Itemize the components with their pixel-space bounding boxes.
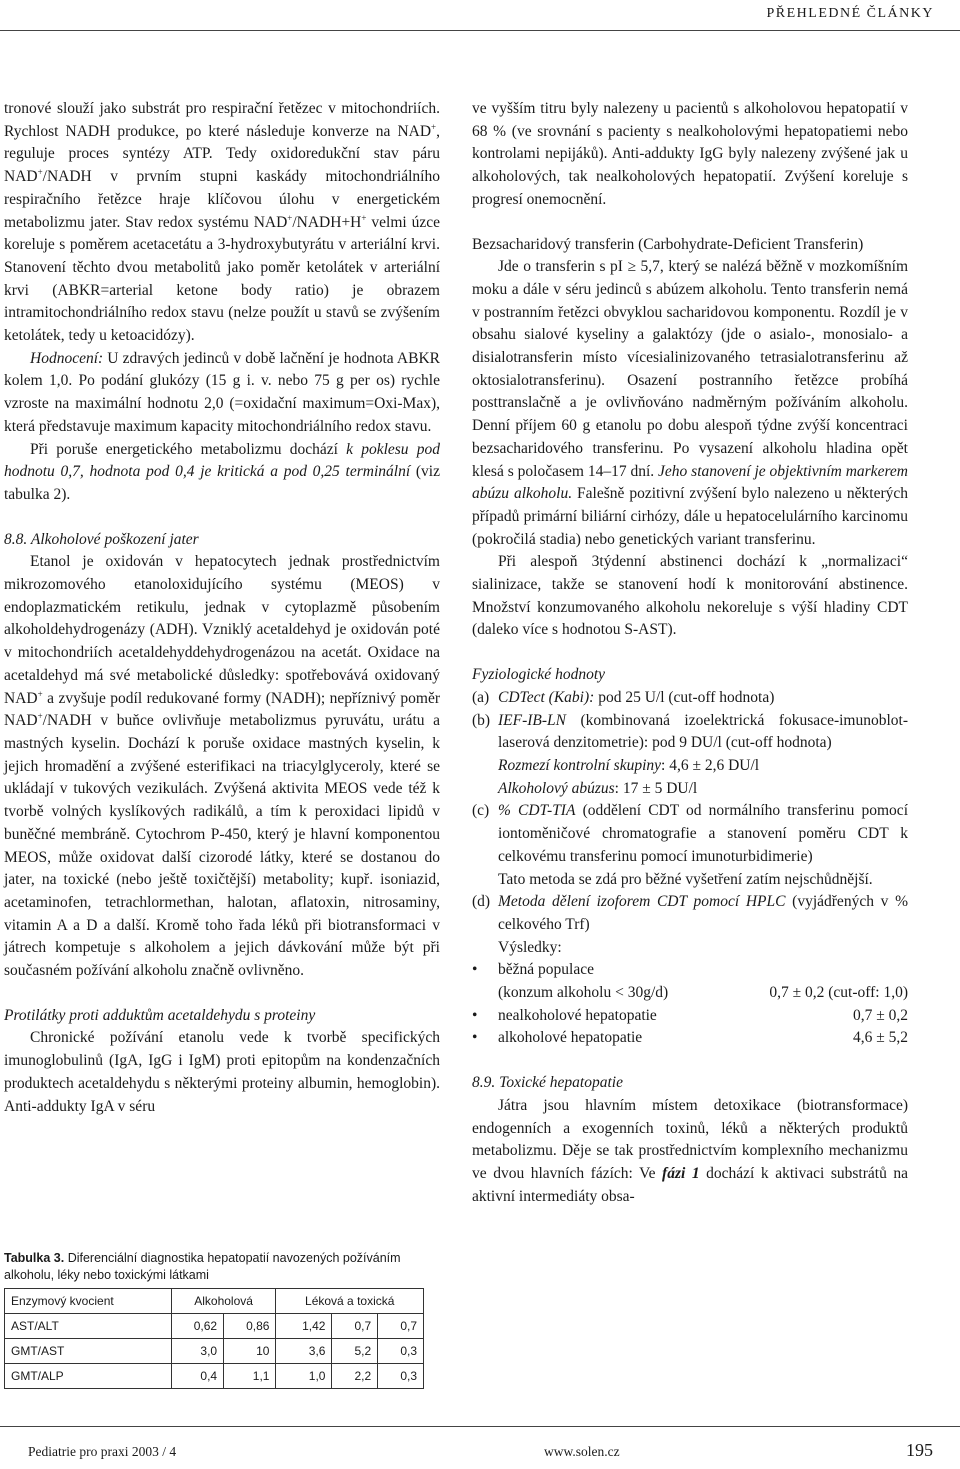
paragraph-evaluation: Hodnocení: U zdravých jedinců v době lačnění je hodnota ABKR kolem 1,0. Po podání glukózy (15 g i. v. nebo 75 g per os) rychle vzroste na maximální hodnotu 2,0 (=oxidační maximum=Oxi-Max), která představuje maximum kapacity mitochondriálního redox stavu.: [4, 349, 440, 435]
results-label: Výsledky:: [498, 938, 562, 956]
right-column: ve vyšším titru byly nalezeny u pacientů s alkoholovou hepatopatií v 68 % (ve srovnání s pacienty s nealkoholovými hepatopatiemi nebo kontrolami nepijáků). Anti-addukty IgG byly nalezeny zvýšené jak u alkoholových, tak nealkoholových hepatopatií. Zvýšení koreluje s progresí onemocnění. Bezsacharidový transferin (Carbohydrate-Deficient Transferin) Jde o transferin s pI ≥ 5,7, který se nalézá běžně v mozkomíšním moku a dále v séru jedinců s abúzem alkoholu. Tento transferin nemá v postranním řetězci obvyklou sacharidovou komponentu. Rozdíl je v obsahu sialové kyseliny a galaktózy (jde o asialo-, monosialo- a disialotransferin místo vícesialinizovaného tetrasialotransferinu až oktosialotransferinu). Osazení postranního řetězce probíhá posttranslačně a je ovlivňováno nadměrným požíváním alkoholu. Denní příjem 60 g etanolu po dobu alespoň týdne zvýší koncentraci bezsacharidového transferinu. Po vysazení alkoholu hladina opět klesá s poločasem 14–17 dní. Jeho stanovení je objektivním markerem abúzu alkoholu. Falešně pozitivní zvýšení bylo nalezeno u některých případů primární biliární cirhózy, dále u hepatocelulárního karcinomu (pokročilá stadia) nebo genetických variant transferinu. Při alespoň 3týdenní abstinenci dochází k „normalizaci“ sialinizace, takže se stanovení hodí k monitorování abstinence. Množství konzumovaného alkoholu nekoreluje s výší hladiny CDT (daleko více s hodnotou S-AST). Fyziologické hodnoty (a) CDTect (Kabi): pod 25 U/l (cut-off hodnota) (b) IEF-IB-LN (kombinovaná izoelektrická fokusace-imunoblot-laserová denzitometrie): pod 9 DU/l (cut-off hodnota) Rozmezí kontrolní skupiny: 4,6 ± 2,6 DU/l Alkoholový abúzus: 17 ± 5 DU/l (c) % CDT-TIA (oddělení CDT od normálního transferinu pomocí iontoměničové chromatografie a stanovení poměru CDT k celkovému transferinu pomocí imunoturbidimerie) Tato metoda se zdá pro běžné vyšetření zatím nejschůdnější. (d) Metoda dělení izoforem CDT pomocí HPLC (vyjádřených v % celkového Trf) Výsledky: • běžná populace (konzum alkoholu < 30g/d) 0,7 ± 0,2 (cut-off: 1,0) • nealkoholové hepatopatie 0,7 ± 0,2 • alkoholové hepatopatie 4,6 ± 5,2 8.9. Toxické hepatopatie Játra jsou hlavním místem detoxikace (biotransformace) endogenních a exogenních toxinů, léků a některých produktů metabolizmu. Děje se tak prostřednictvím komplexního mechanizmu ve dvou hlavních fázích: Ve fázi 1 dochází k aktivaci substrátů na aktivní intermediáty obsa-: [472, 98, 908, 1208]
table-header: Enzymový kvocient: [5, 1289, 172, 1314]
page-number: 195: [906, 1440, 933, 1460]
paragraph-adducts-cont: ve vyšším titru byly nalezeny u pacientů s alkoholovou hepatopatií v 68 % (ve srovnání s pacienty s nealkoholovými hepatopatiemi nebo kontrolami nepijáků). Anti-addukty IgG byly nalezeny zvýšené jak u alkoholových, tak nealkoholových hepatopatií. Zvýšení koreluje s progresí onemocnění.: [472, 100, 908, 208]
section-8-8-title: 8.8. Alkoholové poškození jater: [4, 530, 199, 548]
paragraph-antibodies: Chronické požívání etanolu vede k tvorbě specifických imunoglobulinů (IgA, IgG i IgM) proti epitopům na kondenzačních produktech acetaldehydu s některými proteiny albumin, hemoglobin). Anti-addukty IgA v séru: [4, 1029, 440, 1115]
table-row: AST/ALT 0,62 0,86 1,42 0,7 0,7: [5, 1314, 424, 1339]
antibodies-title: Protilátky proti adduktům acetaldehydu s proteiny: [4, 1006, 316, 1024]
list-item-a: (a) CDTect (Kabi): pod 25 U/l (cut-off hodnota): [472, 688, 775, 706]
table-row: GMT/ALP 0,4 1,1 1,0 2,2 0,3: [5, 1364, 424, 1389]
website-link[interactable]: www.solen.cz: [544, 1444, 620, 1459]
list-item-c: (c) % CDT-TIA (oddělení CDT od normálního transferinu pomocí iontoměničové chromatografie a stanovení poměru CDT k celkovému transferinu pomocí imunoturbidimerie): [472, 802, 908, 865]
bullet-nonalcoholic: • nealkoholové hepatopatie 0,7 ± 0,2: [472, 1006, 908, 1024]
list-item-d: (d) Metoda dělení izoforem CDT pomocí HPLC (vyjádřených v % celkového Trf): [472, 893, 908, 933]
footer-divider: [0, 1426, 960, 1427]
list-item-b: (b) IEF-IB-LN (kombinovaná izoelektrická fokusace-imunoblot-laserová denzitometrie): pod 9 DU/l (cut-off hodnota): [472, 711, 908, 752]
table-caption: Tabulka 3. Diferenciální diagnostika hepatopatií navozených požíváním alkoholu, léky nebo toxickými látkami: [4, 1251, 401, 1282]
journal-name: Pediatrie pro praxi 2003 / 4: [28, 1444, 177, 1459]
table-header: Alkoholová: [171, 1289, 276, 1314]
section-8-9-title: 8.9. Toxické hepatopatie: [472, 1074, 623, 1092]
bullet-general-population: • běžná populace: [472, 961, 594, 979]
cdt-title: Bezsacharidový transferin (Carbohydrate-Deficient Transferin): [472, 235, 864, 253]
section-header: PŘEHLEDNÉ ČLÁNKY: [766, 6, 934, 21]
physiological-values-title: Fyziologické hodnoty: [472, 666, 605, 684]
alcohol-abuse-value: Alkoholový abúzus: 17 ± 5 DU/l: [498, 779, 698, 797]
bullet-alcoholic: • alkoholové hepatopatie 4,6 ± 5,2: [472, 1029, 908, 1047]
table-header-row: [5, 1289, 424, 1314]
paragraph-cdt: Jde o transferin s pI ≥ 5,7, který se nalézá běžně v mozkomíšním moku a dále v séru jedinců s abúzem alkoholu. Tento transferin nemá v postranním řetězci obvyklou sacharidovou komponentu. Rozdíl je v obsahu sialové kyseliny a galaktózy (jde o asialo-, monosialo- a disialotransferin místo vícesialinizovaného tetrasialotransferinu až oktosialotransferinu). Osazení postranního řetězce probíhá posttranslačně a je ovlivňováno nadměrným požíváním alkoholu. Denní příjem 60 g etanolu po dobu alespoň týdne zvýší koncentraci bezsacharidového transferinu. Po vysazení alkoholu hladina opět klesá s poločasem 14–17 dní. Jeho stanovení je objektivním markerem abúzu alkoholu. Falešně pozitivní zvýšení bylo nalezeno u některých případů primární biliární cirhózy, dále u hepatocelulárního karcinomu (pokročilá stadia) nebo genetických variant transferinu.: [472, 258, 908, 548]
paragraph-toxic: Játra jsou hlavním místem detoxikace (biotransformace) endogenních a exogenních toxinů, léků a některých produktů metabolizmu. Děje se tak prostřednictvím komplexního mechanizmu ve dvou hlavních fázích: Ve fázi 1 dochází k aktivaci substrátů na aktivní intermediáty obsa-: [472, 1096, 909, 1205]
left-column: [4, 98, 440, 1118]
header-divider: [0, 30, 960, 31]
table-header: Léková a toxická: [276, 1289, 424, 1314]
table-row: GMT/AST 3,0 10 3,6 5,2 0,3: [5, 1339, 424, 1364]
paragraph-redox: tronové slouží jako substrát pro respirační řetězec v mitochondriích. Rychlost NADH produkce, po které následuje konverze na NAD+, reguluje proces syntézy ATP. Tedy oxidoredukční stav páru NAD+/NADH v prvním stupni kaskády mitochondriálního respiračního řetězce hraje klíčovou úlohu v energetickém metabolizmu jater. Stav redox systému NAD+/NADH+H+ velmi úzce koreluje s poměrem acetacetátu a 3-hydroxybutyrátu v arteriální krvi. Stanovení těchto dvou metabolitů jako poměr ketolátek v arteriální krvi (ABKR=arterial ketone body ratio) je obrazem intramitochondriálního redox stavu (nelze použít u stavů se zvýšením ketolátek, tedy u ketoacidózy).: [4, 100, 440, 345]
paragraph-disorder: Při poruše energetického metabolizmu dochází k poklesu pod hodnotu 0,7, hodnota pod 0,4 je kritická a pod 0,25 terminální (viz tabulka 2).: [4, 440, 441, 503]
method-note: Tato metoda se zdá pro běžné vyšetření zatím nejschůdnější.: [498, 870, 873, 888]
diagnostic-table: [4, 1288, 424, 1389]
paragraph-abstinence: Při alespoň 3týdenní abstinenci dochází k „normalizaci“ sialinizace, takže se stanovení hodí k monitorování abstinence. Množství konzumovaného alkoholu nekoreluje s výší hladiny CDT (daleko více s hodnotou S-AST).: [472, 553, 908, 639]
paragraph-alcohol-damage: Etanol je oxidován v hepatocytech jednak prostřednictvím mikrozomového etanoloxidujícího systému (MEOS) v endoplazmatickém retikulu, jednak v cytoplazmě působením alkoholdehydrogenázy (ADH). Vzniklý acetaldehyd je oxidován poté v mitochondriích acetaldehyddehydrogenázou na acetát. Oxidace na acetaldehyd má své metabolické důsledky: spotřebovává oxidovaný NAD+ a zvyšuje podíl redukované formy (NADH); nepříznivý poměr NAD+/NADH v buňce ovlivňuje metabolizmus pyruvátu, urátu a mastných kyselin. Dochází k poruše oxidace mastných kyselin, k jejich hromadění a zvýšené esterifikaci na triacylglyceroly, které se ukládají v tukových vezikulách. Zvýšená aktivita MEOS vede též k tvorbě volných kyslíkových radikálů, a tím k peroxidaci lipidů v buněčné membráně. Cytochrom P-450, který je hlavní komponentou MEOS, může oxidovat další cizorodé látky, které se dostanou do jater, na toxické (nebo ještě toxičtější) metabolity; kupř. isoniazid, acetaminofen, tetrachlormethan, halotan, aflatoxin, nitrosaminy, vitamin A a D a další. Kromě toho řada léků při biotransformaci v játrech kompetuje s alkoholem a jejich dávkování může být při současném požívání alkoholu značně ovlivněno.: [4, 553, 440, 980]
reference-range: Rozmezí kontrolní skupiny: 4,6 ± 2,6 DU/l: [498, 756, 760, 774]
